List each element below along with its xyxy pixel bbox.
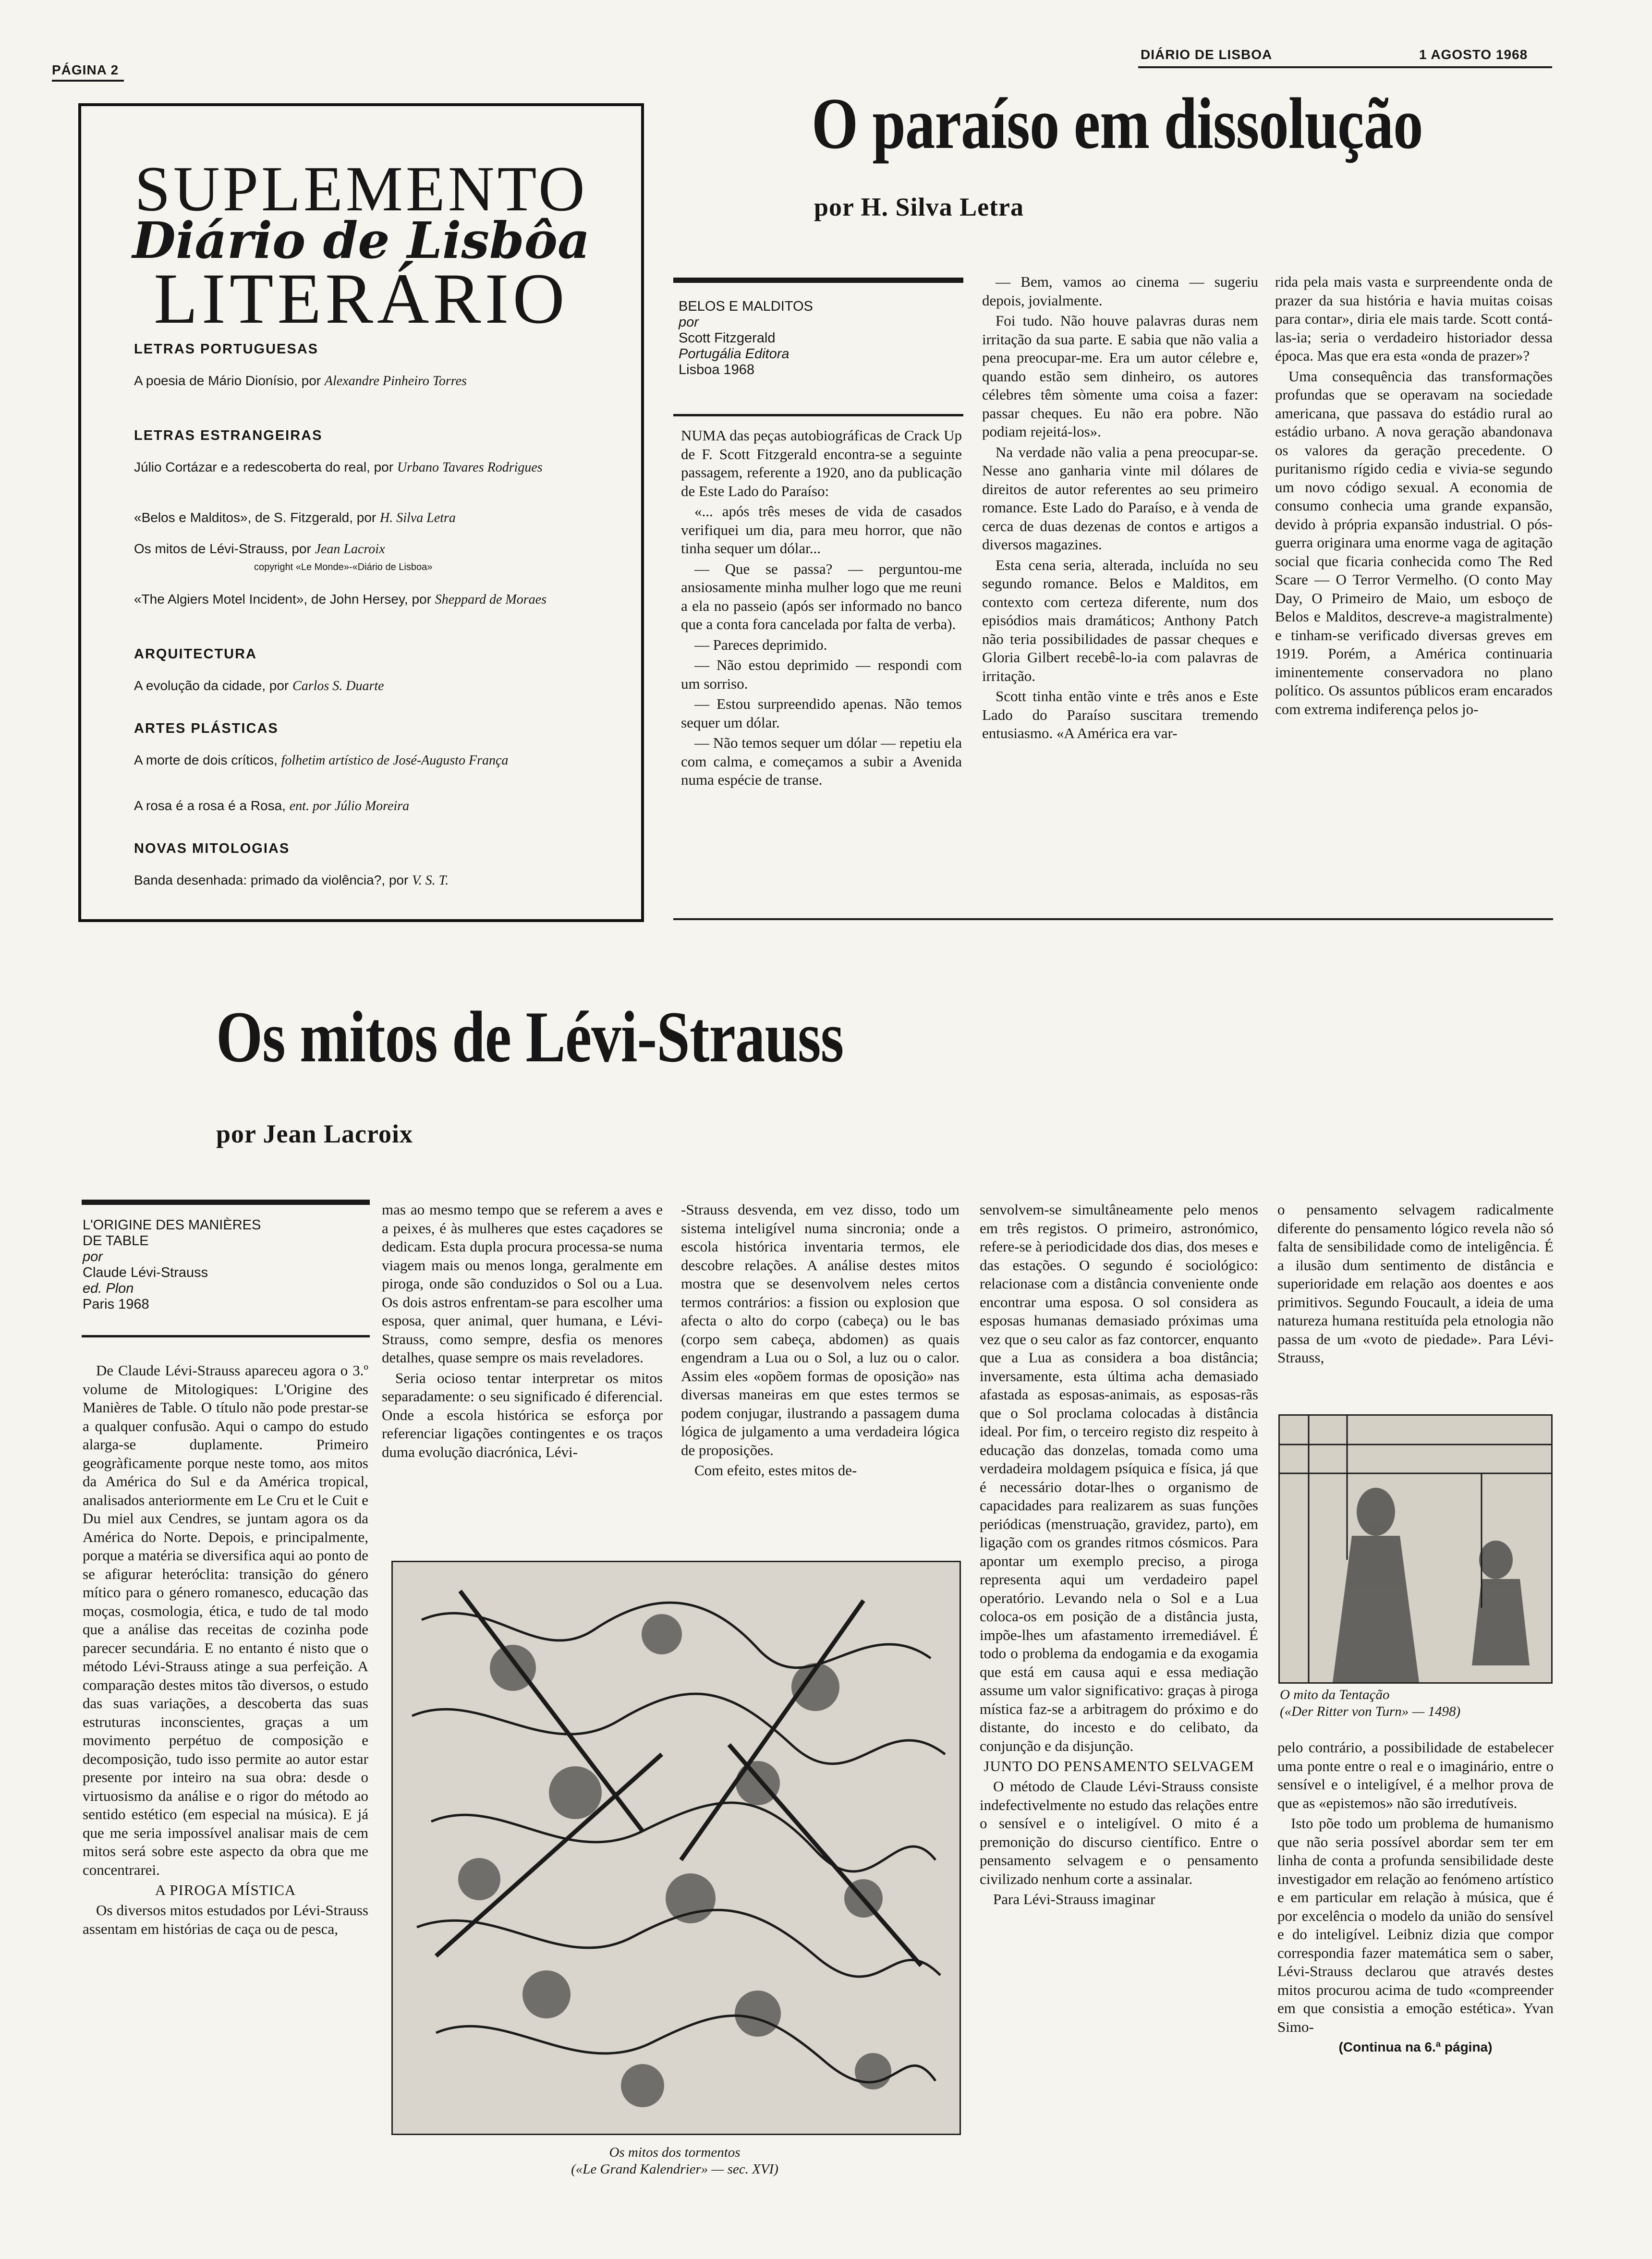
toc-item: Os mitos de Lévi-Strauss, por Jean Lacroix copyright «Le Monde»-«Diário de Lisboa» [134, 541, 433, 572]
toc-item: «The Algiers Motel Incident», de John Hersey, por Sheppard de Moraes [134, 592, 547, 607]
article1-bottom-rule [673, 918, 1553, 920]
article1-title: O paraíso em dissolução [812, 83, 1423, 164]
woodcut-illustration [393, 1562, 960, 2134]
subheading-pensamento: JUNTO DO PENSAMENTO SELVAGEM [984, 1758, 1254, 1774]
toc-section-heading: LETRAS ESTRANGEIRAS [134, 428, 323, 443]
article2-column-4: senvolvem-se simultâneamente pelo menos em três registos. O primeiro, astronómico, refere-se à periodicidade dos dias, dos meses e das estações. O segundo é sociológico: relacionase com a distância conveniente onde encontrar uma esposa. O sol considera as esposas humanas demasiado próximas uma vez que o seu calor as faz contorcer, enquanto que a Lua as considera a boa distância; inversamente, esta última acha demasiado afastada as esposas-animais, as esposas-rãs que o Sol proclama colocadas à distância ideal. Por fim, o terceiro registo diz respeito à educação das donzelas, tomada como uma verdadeira moldagem psíquica e física, já que é necessário dotar-lhes o organismo de capacidades para realizarem as suas funções periódicas (menstruação, gravidez, parto), em ligação com os grandes ritmos cósmicos. Para apontar um exemplo preciso, a piroga representa aqui um verdadeiro papel operatório. Levando nela o Sol e a Lua coloca-os em posição de a distância justa, impõe-lhes um afastamento irremediável. É todo o problema da endogamia e da exogamia que está em causa aqui e essa mediação assume um valor significativo: graças à piroga mística faz-se a arbitragem do próximo e do distante, do incesto e do celibato, da conjunção e da disjunção. JUNTO DO PENSAMENTO SELVAGEM O método de Claude Lévi-Strauss consiste indefectivelmente no estudo das relações entre o sensível e o inteligível. O mito é a premonição do discurso científico. Entre o pensamento selvagem e o pensamento civilizado nenhum corte a assinalar. Para Lévi-Strauss imaginar [980, 1201, 1258, 1907]
toc-item: A morte de dois críticos, folhetim artístico de José-Augusto França [134, 753, 509, 768]
article2-column-2: mas ao mesmo tempo que se referem a aves e a peixes, é às mulheres que estes caçadores se dedicam. Esta dupla procura processa-se numa viagem mais ou menos longa, geralmente em piroga, onde são conduzidos o Sol ou a Lua. Os dois astros enfrentam-se para escolher uma esposa, quer animal, quer humana, e Lévi-Strauss, como sempre, desfia os menores detalhes, quase sempre os mais reveladores. Seria ocioso tentar interpretar os mitos separadamente: o seu significado é diferencial. Onde a escola histórica se esforça por referenciar ligações contingentes e os traços duma evolução diacrónica, Lévi- [382, 1201, 663, 1460]
article1-bookbox [679, 299, 957, 378]
toc-item: Júlio Cortázar e a redescoberta do real, por Urbano Tavares Rodrigues [134, 460, 543, 475]
newspaper-name: DIÁRIO DE LISBOA [1141, 47, 1273, 62]
toc-item: A poesia de Mário Dionísio, por Alexandre Pinheiro Torres [134, 373, 467, 389]
article1-column-2: — Bem, vamos ao cinema — sugeriu depois, jovialmente. Foi tudo. Não houve palavras duras nem irritação da sua parte. E sabia que não valia a pena preocupar-me. Era um autor célebre e, quando estão sem dinheiro, os autores célebres têm sòmente uma coisa a fazer: passar cheques. Eu não era pobre. Não podiam rejeitá-los». Na verdade não valia a pena preocupar-se. Nesse ano ganharia vinte mil dólares de direitos de autor referentes ao seu primeiro romance. Este Lado do Paraíso, e à venda de cerca de duas dezenas de contos e artigos a diversos magazines. Esta cena seria, alterada, incluída no seu segundo romance. Belos e Malditos, em contexto com certeza diferente, num dos episódios mais dramáticos; Anthony Patch não teria possibilidades de passar cheques e Gloria Gilbert recebê-lo-ia com palavras de irritação. Scott tinha então vinte e três anos e Este Lado do Paraíso suscitara tremendo entusiasmo. «A América era var- [982, 273, 1258, 741]
toc-item: «Belos e Malditos», de S. Fitzgerald, por H. Silva Letra [134, 510, 456, 525]
woodcut-torments-caption: Os mitos dos tormentos («Le Grand Kalendrier» — sec. XVI) [571, 2145, 778, 2177]
book-title: L'ORIGINE DES MANIÈRES [83, 1217, 261, 1233]
article2-bookbox-rule [82, 1200, 370, 1205]
article2-title: Os mitos de Lévi-Strauss [216, 996, 844, 1077]
article2-column-1: De Claude Lévi-Strauss apareceu agora o 3.º volume de Mitologiques: L'Origine des Manières de Table. O título não pode prestar-se a qualquer confusão. Aqui o campo do estudo alarga-se duplamente. Primeiro geogràficamente porque neste tomo, aos mitos da América do Sul e da América tropical, analisados anteriormente em Le Cru et le Cuit e Du miel aux Cendres, se juntam agora os da América do Norte. Depois, e principalmente, porque a matéria se diversifica aqui ao ponto de se afigurar heteróclita: transição do género mítico para o género romanesco, educação das moças, cosmologia, ética, e tudo de tal modo que a análise das receitas de cozinha pode parecer secundária. E no entanto é nisto que o método Lévi-Strauss atinge a sua perfeição. A comparação destes mitos tão diversos, o estudo das suas variações, a descoberta das suas estruturas inconscientes, graças a um movimento perpétuo de composição e decomposição, tudo isso permite ao autor estar presente por inteiro na sua obra: desde o virtuosismo da análise e o rigor do método ao sentido estético (em especial na música). E já que me seria impossível analisar mais de cem mitos será sobre este aspecto da obra que me concentrarei. A PIROGA MÍSTICA Os diversos mitos estudados por Lévi-Strauss assentam em histórias de caça ou de pesca, [83, 1362, 368, 1937]
book-title: BELOS E MALDITOS [679, 299, 813, 314]
article1-byline: por H. Silva Letra [814, 193, 1024, 221]
page-number-underline [52, 80, 124, 82]
supplement-title-line1: SUPLEMENTO [134, 153, 588, 224]
page-number: PÁGINA 2 [52, 62, 119, 77]
subheading-piroga: A PIROGA MÍSTICA [155, 1882, 296, 1898]
toc-item: A evolução da cidade, por Carlos S. Duarte [134, 678, 384, 693]
article1-column-3: rida pela mais vasta e surpreendente onda de prazer da sua história e havia muitas coisas para contar», diria ele mais tarde. Scott contá-las-ia; seria o verdadeiro historiador dessa época. Mas que era esta «onda de prazer»? Uma consequência das transformações profundas que se operavam na sociedade americana, que passava do estádio rural ao estádio urbano. A nova geração abandonava os valores da geração precedente. O puritanismo rígido cedia e vivia-se segundo um novo código sexual. A economia de consumo conhecia uma grande expansão, devido à própria expansão industrial. O pós-guerra originara uma enorme vaga de agitação social que ficaria conhecida como The Red Scare — O Terror Vermelho. (O conto May Day, O Primeiro de Maio, um esboço de Belos e Malditos, descreve-a magistralmente) e tinham-se verificado diversas greves em 1919. Porém, a América continuaria iminentemente conservadora no plano político. Os assuntos públicos eram encarados com extrema indiferença pelos jo- [1275, 273, 1553, 717]
toc-section-heading: NOVAS MITOLOGIAS [134, 841, 290, 856]
article2-column-5: o pensamento selvagem radicalmente diferente do pensamento lógico revela não só falta de sensibilidade como de inteligência. É a ilusão dum sentimento de distância e superioridade em relação aos doentes e aos primitivos. Segundo Foucault, a ideia de uma natureza humana restituída pela etnologia não passa de um «voto de piedade». Para Lévi-Strauss, [1277, 1201, 1554, 1366]
toc-section-heading: ARTES PLÁSTICAS [134, 721, 279, 736]
article2-bookbox-bottom-rule [82, 1335, 370, 1337]
article2-byline: por Jean Lacroix [216, 1119, 413, 1148]
book-place-year: Lisboa 1968 [679, 362, 755, 377]
book-author: Scott Fitzgerald [679, 330, 776, 346]
article1-bookbox-bottom-rule [673, 414, 963, 416]
woodcut-torments-image [391, 1561, 961, 2135]
book-title-2: DE TABLE [83, 1233, 149, 1249]
temptation-illustration [1280, 1416, 1551, 1682]
book-author: Claude Lévi-Strauss [83, 1265, 208, 1280]
article2-column-3: -Strauss desvenda, em vez disso, todo um sistema inteligível numa sincronia; onde a escola histórica inventaria termos, ele descobre relações. A análise destes mitos mostra que se desenvolvem neles certos termos contrários: a fission ou explosion que afecta o alto do corpo (cabeça) ou le bas (corpo sem cabeça, abdomen) as quais engendram a Lua ou o Sol, a luz ou o calor. Assim eles «opõem formas de oposição» nas diversas maneiras em que estes termos se podem conjugar, ilustrando a passagem duma lógica de julgamento a uma verdadeira lógica de proposições. Com efeito, estes mitos de- [681, 1201, 960, 1479]
woodcut-temptation-image [1278, 1414, 1553, 1684]
toc-section-heading: LETRAS PORTUGUESAS [134, 341, 319, 357]
supplement-title-line3: LITERÁRIO [154, 259, 569, 339]
toc-section-heading: ARQUITECTURA [134, 646, 257, 662]
book-place-year: Paris 1968 [83, 1297, 149, 1312]
supplement-title-line2: Diário de Lisbôa [132, 211, 590, 270]
issue-date: 1 AGOSTO 1968 [1419, 47, 1528, 62]
toc-item: Banda desenhada: primado da violência?, por V. S. T. [134, 873, 449, 888]
article2-bookbox [83, 1217, 361, 1312]
book-por: por [83, 1249, 103, 1264]
header-rule [1138, 66, 1552, 68]
supplement-index-box [78, 103, 644, 922]
book-publisher: ed. Plon [83, 1281, 134, 1296]
book-por: por [679, 315, 699, 330]
woodcut-temptation-caption: O mito da Tentação («Der Ritter von Turn» — 1498) [1280, 1687, 1461, 1719]
book-publisher: Portugália Editora [679, 346, 790, 362]
article2-column-5b: pelo contrário, a possibilidade de estabelecer uma ponte entre o real e o imaginário, entre o sensível e o inteligível, é a melhor prova de que as «epistemos» não são irredutíveis. Isto põe todo um problema de humanismo que não seria possível abordar sem ter em linha de conta a profunda sensibilidade deste investigador em relação ao fenómeno artístico e em particular em relação à música, que é por excelência o modelo da união do sensível e do inteligível. Leibniz dizia que compor correspondia fazer matemática sem o saber, Lévi-Strauss declarou que através destes mitos procurou acima de tudo «compreender em que consistia a emoção estética». Yvan Simo- (Continua na 6.ª página) [1277, 1738, 1554, 2059]
toc-item: A rosa é a rosa é a Rosa, ent. por Júlio Moreira [134, 798, 410, 814]
continued-note: (Continua na 6.ª página) [1338, 2040, 1493, 2054]
article1-column-1: NUMA das peças autobiográficas de Crack Up de F. Scott Fitzgerald encontra-se a seguinte passagem, referente a 1920, ano da publicação de Este Lado do Paraíso: «... após três meses de vida de casados verifiquei um dia, para meu horror, que não tinha sequer um dólar... — Que se passa? — perguntou-me ansiosamente minha mulher logo que me reuni a ela no passeio (após ser informado no banco que a conta fora cancelada por falta de verba). — Pareces deprimido. — Não estou deprimido — respondi com um sorriso. — Estou surpreendido apenas. Não temos sequer um dólar. — Não temos sequer um dólar — repetiu ela com calma, e começamos a subir a Avenida numa espécie de transe. [681, 427, 962, 788]
article1-bookbox-rule [673, 278, 963, 283]
